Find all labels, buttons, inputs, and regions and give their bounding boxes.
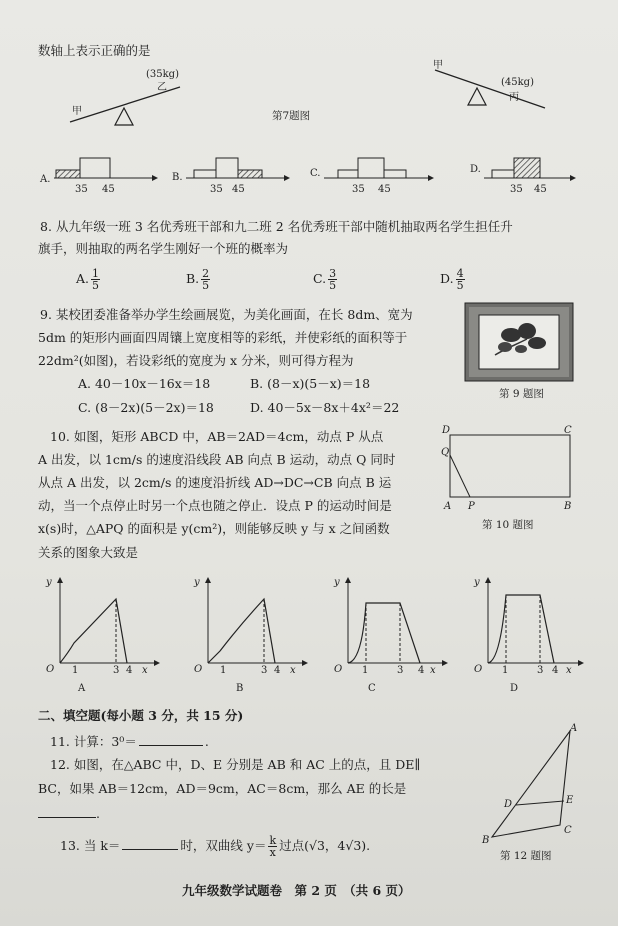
q8-option-d: D. $\frac{4}{5}$ (440, 267, 464, 292)
svg-text:3: 3 (261, 665, 268, 676)
q9-option-b: B. (8－x)(5－x)＝18 (250, 376, 371, 391)
q8-line2: 旗手，则抽取的两名学生刚好一个班的概率为 (38, 241, 289, 256)
rect-label-d: D (442, 425, 451, 436)
q7-intro: 数轴上表示正确的是 (38, 43, 151, 58)
option-c-t1: 35 (352, 184, 365, 195)
q10-graph-d (470, 575, 590, 695)
svg-text:y: y (46, 577, 52, 588)
svg-text:E: E (566, 795, 574, 806)
q7-scale-right (425, 58, 565, 128)
svg-text:O: O (46, 664, 55, 675)
svg-text:B: B (482, 835, 490, 846)
q10-line5: x(s)时，△APQ 的面积是 y(cm²)，则能够反映 y 与 x 之间函数 (38, 521, 390, 536)
svg-text:x: x (142, 665, 148, 676)
q13-answer-blank[interactable] (122, 837, 178, 850)
q13-text: 13. 当 k＝ 时，双曲线 y＝ $\frac{k}{x}$ 过点(√3，4√3). (60, 834, 371, 859)
svg-text:O: O (334, 664, 343, 675)
svg-text:4: 4 (126, 665, 133, 676)
svg-text:1: 1 (220, 665, 227, 676)
q8-option-c: C. $\frac{3}{5}$ (313, 267, 337, 292)
graph-c-label: C (368, 683, 376, 694)
svg-text:D: D (504, 799, 513, 810)
q9-line1: 9. 某校团委准备举办学生绘画展览，为美化画面，在长 8dm、宽为 (40, 307, 413, 322)
svg-text:O: O (474, 664, 483, 675)
q9-option-d: D. 40－5x－8x＋4x²＝22 (250, 400, 400, 415)
q10-rectangle-figure (440, 425, 580, 515)
q7-scale-left (60, 60, 210, 130)
svg-text:C: C (564, 825, 572, 836)
q11-text: 11. 计算：3⁰＝ . (50, 734, 209, 749)
scale-right-a: 甲 (433, 60, 443, 71)
q10-graph-b (190, 575, 310, 695)
q10-graph-c (330, 575, 450, 695)
svg-text:y: y (474, 577, 480, 588)
svg-text:4: 4 (418, 665, 425, 676)
q12-line1: 12. 如图，在△ABC 中，D、E 分别是 AB 和 AC 上的点，且 DE∥ (50, 757, 421, 772)
svg-text:1: 1 (502, 665, 509, 676)
q12-triangle-figure (480, 725, 580, 845)
svg-text:y: y (194, 577, 200, 588)
q8-option-a: A. $\frac{1}{5}$ (76, 267, 100, 292)
svg-text:x: x (566, 665, 572, 676)
rect-label-b: B (564, 501, 572, 512)
q10-line6: 关系的图象大致是 (38, 545, 139, 560)
svg-text:A: A (570, 723, 578, 734)
graph-d-label: D (510, 683, 519, 694)
q7-option-c (310, 150, 440, 195)
rect-label-q: Q (441, 447, 450, 458)
svg-text:3: 3 (113, 665, 120, 676)
svg-text:x: x (430, 665, 436, 676)
q10-graph-a (42, 575, 162, 695)
rect-label-c: C (564, 425, 572, 436)
svg-text:y: y (334, 577, 340, 588)
q7-option-d (470, 150, 590, 195)
q10-line1: 10. 如图，矩形 ABCD 中，AB＝2AD＝4cm，动点 P 从点 (50, 429, 384, 444)
rect-label-a: A (444, 501, 452, 512)
option-b-label: B. (172, 172, 183, 183)
q7-option-a (40, 150, 160, 195)
svg-text:4: 4 (274, 665, 281, 676)
scale-left-b: 乙 (157, 82, 167, 93)
scale-left-weight: (35kg) (146, 69, 179, 80)
option-c-t2: 45 (378, 184, 391, 195)
q8-option-b: B. $\frac{2}{5}$ (186, 267, 210, 292)
q7-option-b (172, 150, 292, 195)
svg-text:O: O (194, 664, 203, 675)
option-b-t2: 45 (232, 184, 245, 195)
option-d-label: D. (470, 164, 481, 175)
scale-left-a: 甲 (72, 106, 82, 117)
q9-line3: 22dm²(如图)，若设彩纸的宽度为 x 分米，则可得方程为 (38, 353, 354, 368)
q12-answer-blank[interactable] (38, 805, 96, 818)
section2-heading: 二、填空题(每小题 3 分，共 15 分) (38, 708, 244, 723)
q7-figure-caption: 第7题图 (272, 110, 311, 122)
svg-text:3: 3 (397, 665, 404, 676)
option-d-t1: 35 (510, 184, 523, 195)
q11-answer-blank[interactable] (139, 733, 203, 746)
svg-text:4: 4 (552, 665, 559, 676)
svg-text:1: 1 (362, 665, 369, 676)
q12-figure-caption: 第 12 题图 (500, 850, 552, 862)
graph-a-label: A (78, 683, 86, 694)
option-a-label: A. (40, 174, 51, 185)
option-a-t2: 45 (102, 184, 115, 195)
svg-text:3: 3 (537, 665, 544, 676)
page-footer: 九年级数学试题卷 第 2 页 （共 6 页） (182, 883, 411, 898)
q10-figure-caption: 第 10 题图 (482, 519, 534, 531)
svg-text:x: x (290, 665, 296, 676)
q10-line2: A 出发，以 1cm/s 的速度沿线段 AB 向点 B 运动，动点 Q 同时 (38, 452, 396, 467)
option-b-t1: 35 (210, 184, 223, 195)
q12-answer-line: . (38, 805, 100, 822)
rect-label-p: P (468, 501, 475, 512)
q9-option-a: A. 40－10x－16x＝18 (78, 376, 211, 391)
q9-option-c: C. (8－2x)(5－2x)＝18 (78, 400, 214, 415)
svg-text:1: 1 (72, 665, 79, 676)
scale-right-b: 丙 (509, 92, 519, 103)
q9-line2: 5dm 的矩形内画面四周镶上宽度相等的彩纸，并使彩纸的面积等于 (38, 330, 408, 345)
graph-b-label: B (236, 683, 244, 694)
q10-line3: 从点 A 出发，以 2cm/s 的速度沿折线 AD→DC→CB 向点 B 运 (38, 475, 392, 490)
option-d-t2: 45 (534, 184, 547, 195)
q9-figure-caption: 第 9 题图 (499, 388, 544, 400)
q9-painting-figure (465, 303, 575, 383)
q12-line2: BC，如果 AB＝12cm，AD＝9cm，AC＝8cm，那么 AE 的长是 (38, 781, 407, 796)
option-a-t1: 35 (75, 184, 88, 195)
scale-right-weight: (45kg) (501, 77, 534, 88)
option-c-label: C. (310, 168, 321, 179)
q10-line4: 动，当一个点停止时另一个点也随之停止．设点 P 的运动时间是 (38, 498, 392, 513)
q8-line1: 8. 从九年级一班 3 名优秀班干部和九二班 2 名优秀班干部中随机抽取两名学生担任升 (40, 219, 513, 234)
